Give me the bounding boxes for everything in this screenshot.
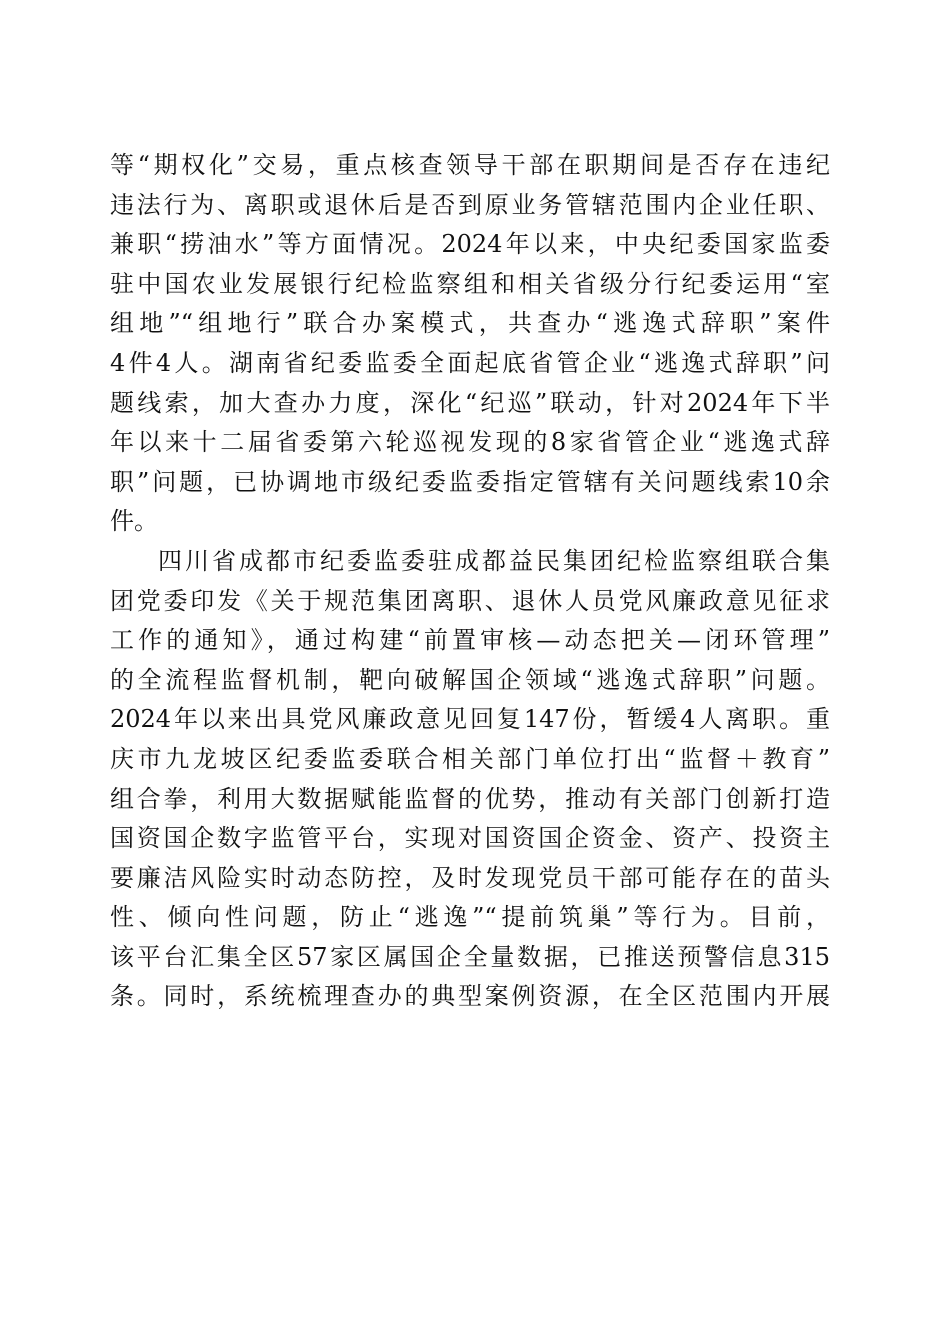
text-line: 性、倾向性问题，防止“逃逸”“提前筑巢”等行为。目前， [110,903,830,932]
text-line: 2024年以来出具党风廉政意见回复147份，暂缓4人离职。重 [110,705,830,734]
text-line: 工作的通知》，通过构建“前置审核—动态把关—闭环管理” [110,626,830,655]
text-line: 兼职“捞油水”等方面情况。2024年以来，中央纪委国家监委 [110,230,830,259]
text-line: 违法行为、离职或退休后是否到原业务管辖范围内企业任职、 [110,190,830,219]
text-line: 庆市九龙坡区纪委监委联合相关部门单位打出“监督＋教育” [110,744,830,773]
text-line: 件。 [110,507,158,536]
text-line: 组合拳，利用大数据赋能监督的优势，推动有关部门创新打造 [110,784,830,813]
text-line: 4件4人。湖南省纪委监委全面起底省管企业“逃逸式辞职”问 [110,348,830,377]
paragraph-2 [110,542,830,1017]
body-text [110,146,830,1017]
text-line: 条。同时，系统梳理查办的典型案例资源，在全区范围内开展 [110,982,830,1011]
text-line: 国资国企数字监管平台，实现对国资国企资金、资产、投资主 [110,824,830,853]
text-line: 该平台汇集全区57家区属国企全量数据，已推送预警信息315 [110,942,830,971]
text-line: 四川省成都市纪委监委驻成都益民集团纪检监察组联合集 [158,546,830,575]
text-line: 组地”“组地行”联合办案模式，共查办“逃逸式辞职”案件 [110,309,830,338]
text-line: 团党委印发《关于规范集团离职、退休人员党风廉政意见征求 [110,586,830,615]
text-line: 的全流程监督机制，靶向破解国企领域“逃逸式辞职”问题。 [110,665,830,694]
paragraph-1 [110,146,830,542]
text-line: 职”问题，已协调地市级纪委监委指定管辖有关问题线索10余 [110,467,830,496]
text-line: 年以来十二届省委第六轮巡视发现的8家省管企业“逃逸式辞 [110,428,830,457]
text-line: 题线索，加大查办力度，深化“纪巡”联动，针对2024年下半 [110,388,830,417]
text-line: 要廉洁风险实时动态防控，及时发现党员干部可能存在的苗头 [110,863,830,892]
text-line: 等“期权化”交易，重点核查领导干部在职期间是否存在违纪 [110,151,830,179]
text-line: 驻中国农业发展银行纪检监察组和相关省级分行纪委运用“室 [110,269,830,298]
